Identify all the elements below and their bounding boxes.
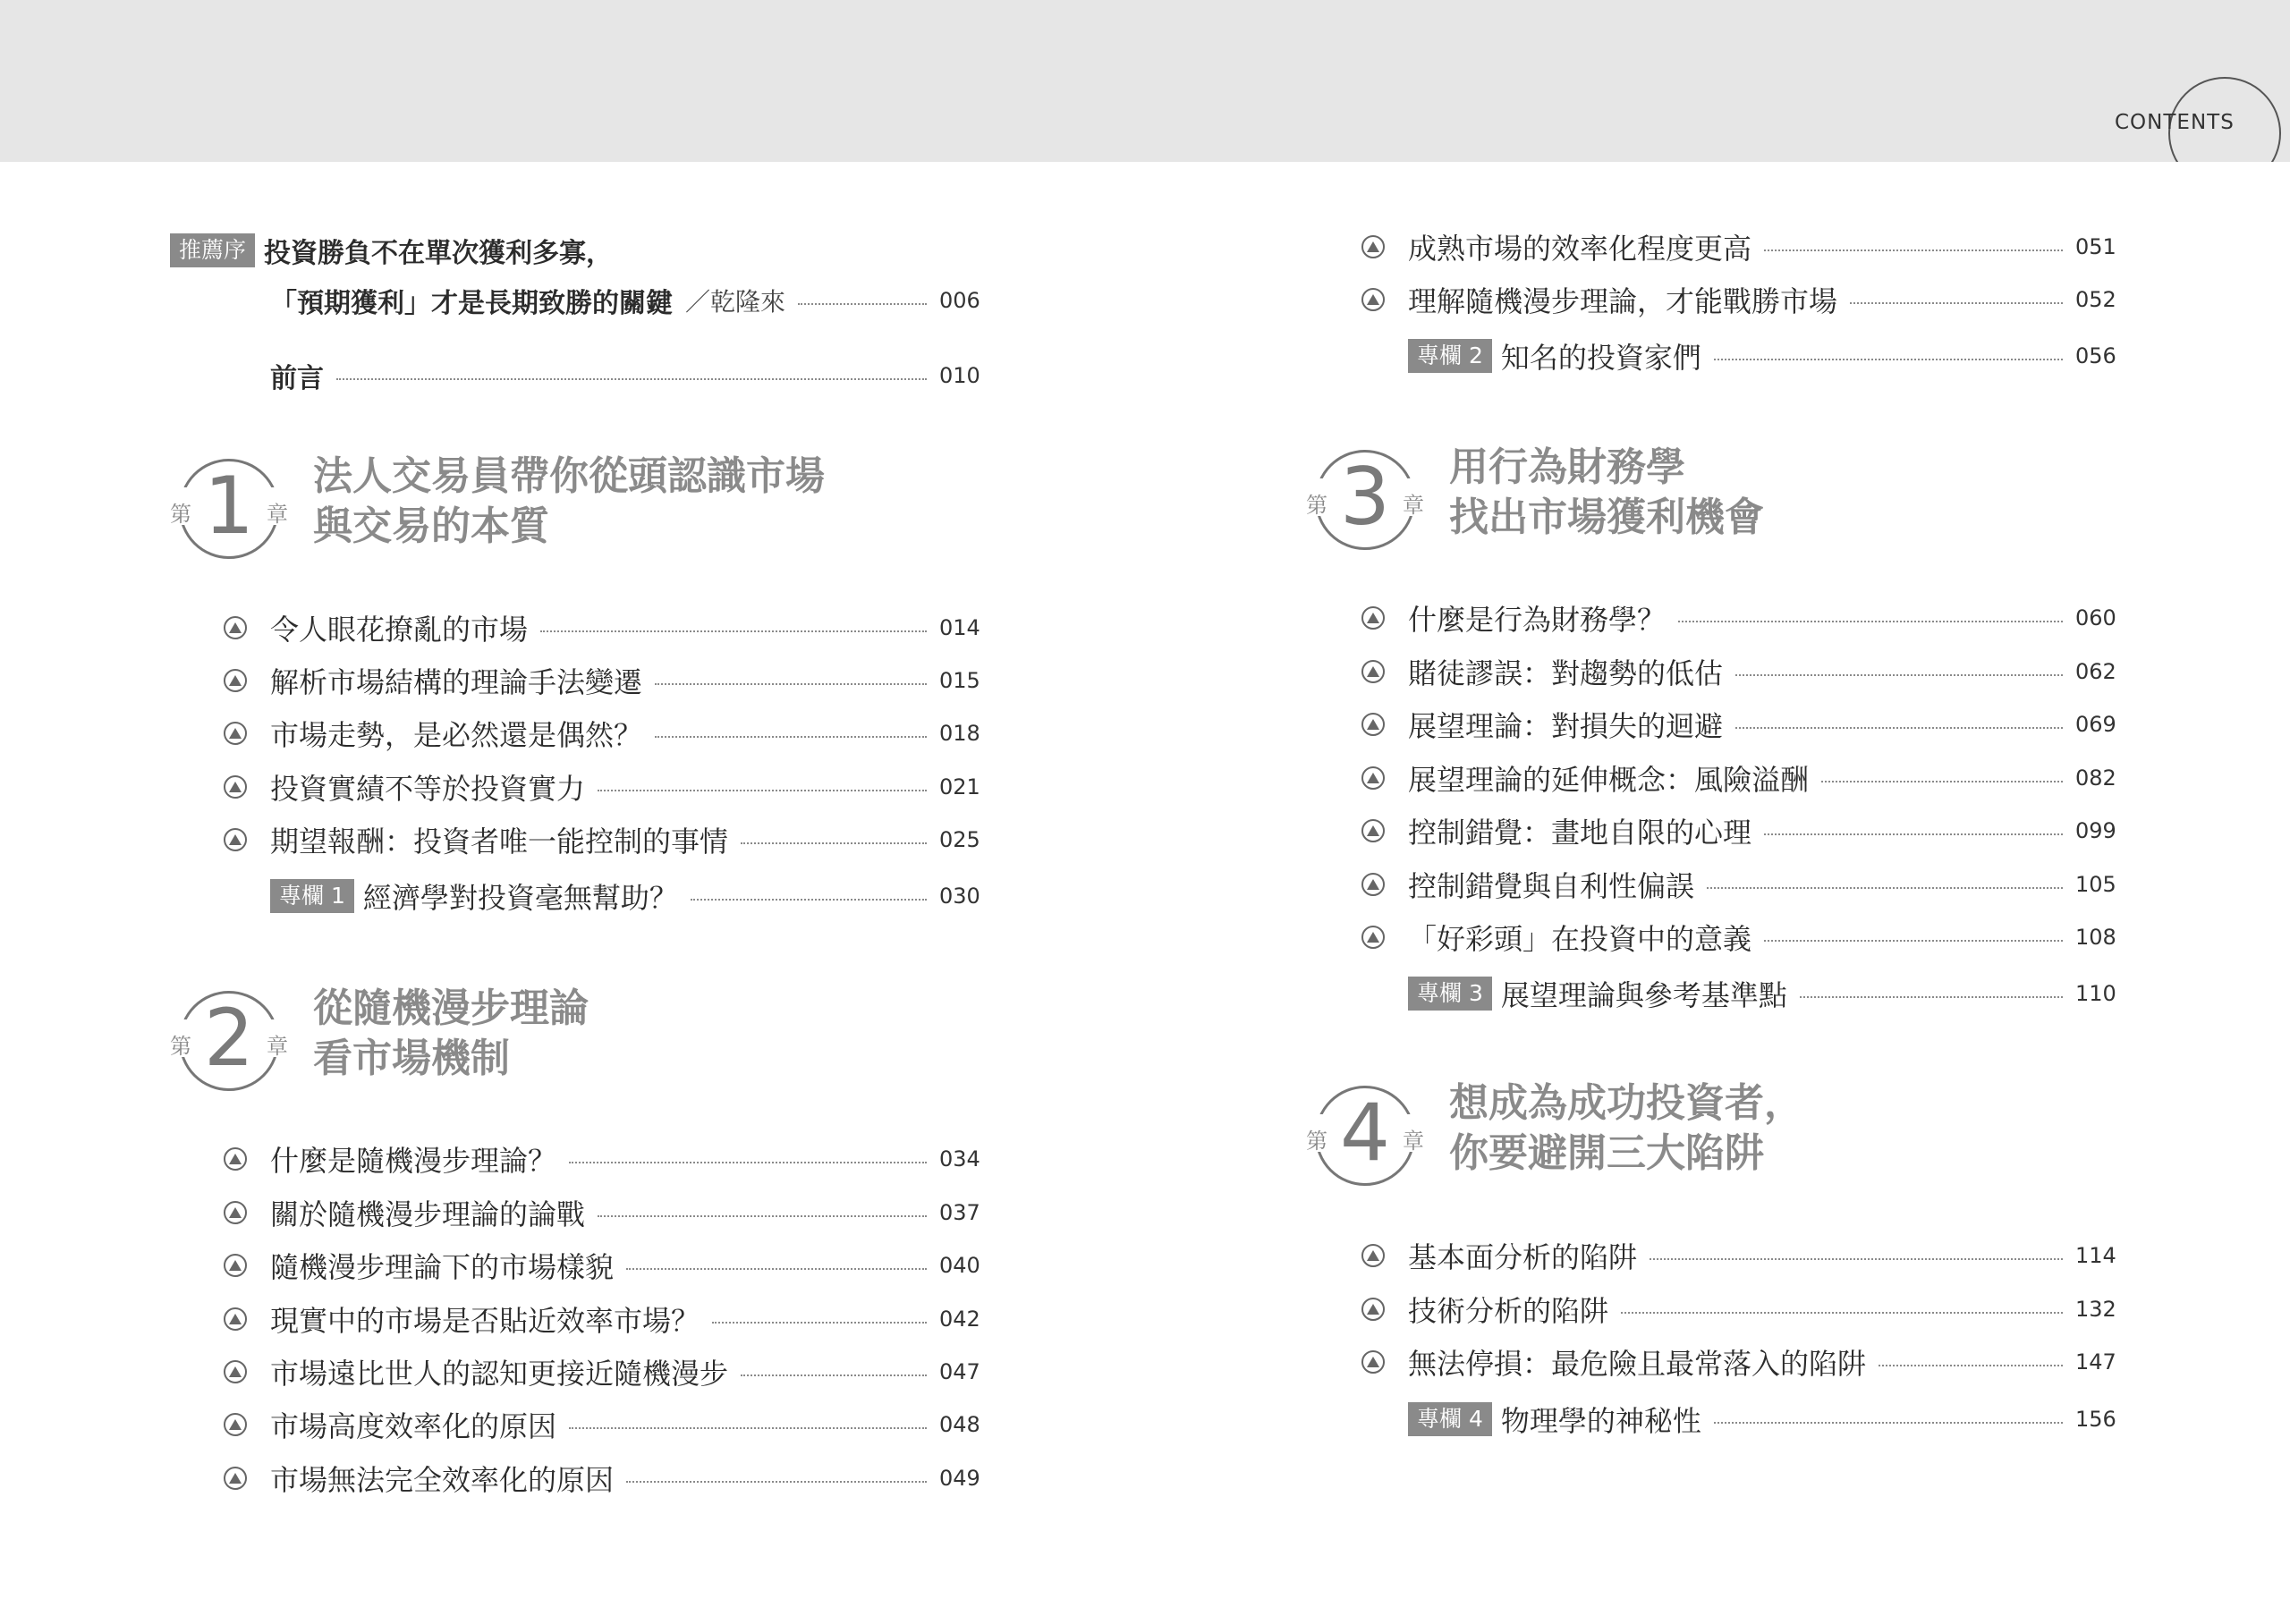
page-number: 051 — [2075, 234, 2116, 259]
toc-item[interactable] — [1408, 865, 2122, 904]
toc-item-title: 現實中的市場是否貼近效率市場？ — [270, 1304, 700, 1338]
preface-title-line2: 「預期獲利」才是長期致勝的關鍵 — [270, 288, 673, 319]
toc-item-title: 無法停損：最危險且最常落入的陷阱 — [1408, 1347, 1867, 1381]
page-number: 147 — [2075, 1349, 2116, 1374]
toc-item-title: 賭徒謬誤：對趨勢的低估 — [1408, 656, 1724, 690]
leader-dots — [1735, 674, 2063, 676]
leader-dots — [1650, 1258, 2063, 1260]
triangle-bullet-icon — [1361, 873, 1385, 896]
chapter-heading — [1306, 443, 2111, 568]
leader-dots — [1621, 1312, 2063, 1314]
chapter-heading — [1306, 1078, 2111, 1204]
triangle-bullet-icon — [224, 669, 247, 692]
chapter-title-line2: 看市場機制 — [313, 1036, 510, 1081]
chapter-heading — [170, 452, 975, 577]
page-number: 042 — [939, 1307, 980, 1332]
contents-label: CONTENTS — [2115, 111, 2235, 134]
leader-dots — [1714, 359, 2063, 360]
column-title: 經濟學對投資毫無幫助？ — [362, 881, 678, 915]
chapter-title[interactable] — [1449, 443, 1764, 543]
preface-title-line1: 投資勝負不在單次獲利多寡， — [264, 238, 614, 269]
toc-item-title: 市場走勢，是必然還是偶然？ — [270, 718, 643, 752]
chapter-number: 3 — [1340, 451, 1390, 543]
triangle-bullet-icon — [224, 1360, 247, 1383]
chapter-suffix: 章 — [267, 502, 288, 527]
toc-item-title: 市場遠比世人的認知更接近隨機漫步 — [270, 1357, 729, 1391]
toc-item-title: 解析市場結構的理論手法變遷 — [270, 665, 643, 699]
column-title: 展望理論與參考基準點 — [1500, 978, 1787, 1012]
chapter-title[interactable] — [313, 452, 825, 552]
leader-dots — [741, 842, 927, 844]
column-title: 知名的投資家們 — [1500, 341, 1701, 375]
chapter-title-line1: 用行為財務學 — [1449, 444, 1685, 490]
leader-dots — [1800, 996, 2063, 998]
page-number: 037 — [939, 1200, 980, 1225]
leader-dots — [655, 683, 927, 685]
column-entry[interactable] — [1408, 974, 2122, 1013]
leader-dots — [1714, 1422, 2063, 1424]
chapter-title-line2: 你要避開三大陷阱 — [1449, 1130, 1764, 1176]
leader-dots — [626, 1268, 927, 1270]
chapter-prefix: 第 — [170, 1034, 191, 1059]
page-number: 110 — [2075, 981, 2116, 1006]
leader-dots — [598, 790, 927, 791]
triangle-bullet-icon — [1361, 288, 1385, 311]
toc-item[interactable] — [1408, 758, 2122, 798]
triangle-bullet-icon — [224, 1307, 247, 1331]
chapter-number: 1 — [204, 460, 254, 552]
column-badge: 專欄 4 — [1408, 1402, 1492, 1436]
toc-item[interactable] — [1408, 705, 2122, 744]
leader-dots — [1764, 833, 2063, 835]
page-number: 047 — [939, 1359, 980, 1384]
chapter-suffix: 章 — [1403, 1129, 1424, 1154]
preface-entry[interactable] — [170, 231, 975, 270]
page-number: 132 — [2075, 1297, 2116, 1322]
triangle-bullet-icon — [224, 1413, 247, 1436]
foreword-title: 前言 — [270, 363, 324, 394]
column-title: 物理學的神秘性 — [1500, 1404, 1701, 1438]
toc-item-title: 成熟市場的效率化程度更高 — [1408, 232, 1752, 266]
triangle-bullet-icon — [224, 1147, 247, 1171]
triangle-bullet-icon — [1361, 926, 1385, 949]
page-number: 105 — [2075, 872, 2116, 897]
toc-item[interactable] — [1408, 598, 2122, 638]
leader-dots — [626, 1481, 927, 1483]
page-number: 069 — [2075, 712, 2116, 737]
chapter-number: 2 — [204, 992, 254, 1084]
toc-item[interactable] — [270, 820, 986, 859]
page-number: 018 — [939, 721, 980, 746]
triangle-bullet-icon — [1361, 660, 1385, 683]
page-number: 006 — [939, 288, 980, 313]
leader-dots — [798, 303, 927, 305]
page-number: 010 — [939, 363, 980, 388]
leader-dots — [1678, 621, 2063, 622]
leader-dots — [1735, 727, 2063, 729]
preface-author: ／乾隆來 — [685, 287, 786, 317]
page-number: 040 — [939, 1253, 980, 1278]
column-badge: 專欄 1 — [270, 879, 354, 913]
column-entry[interactable] — [1408, 1400, 2122, 1439]
toc-item[interactable] — [1408, 1290, 2122, 1329]
chapter-title-line2: 與交易的本質 — [313, 503, 549, 549]
toc-item-title: 展望理論：對損失的迴避 — [1408, 709, 1724, 743]
leader-dots — [712, 1322, 927, 1324]
leader-dots — [655, 736, 927, 738]
page-number: 014 — [939, 615, 980, 640]
toc-item-title: 隨機漫步理論下的市場樣貌 — [270, 1250, 615, 1284]
leader-dots — [336, 378, 927, 380]
foreword-entry[interactable] — [270, 356, 986, 395]
triangle-bullet-icon — [224, 616, 247, 639]
toc-item[interactable] — [1408, 227, 2122, 266]
toc-item-title: 基本面分析的陷阱 — [1408, 1240, 1638, 1274]
chapter-title[interactable] — [313, 984, 589, 1084]
leader-dots — [1764, 940, 2063, 942]
page-number: 021 — [939, 774, 980, 799]
toc-item[interactable] — [270, 1299, 986, 1339]
toc-item[interactable] — [270, 661, 986, 700]
triangle-bullet-icon — [224, 1467, 247, 1490]
toc-item-title: 控制錯覺與自利性偏誤 — [1408, 869, 1695, 903]
toc-item[interactable] — [270, 1459, 986, 1498]
chapter-title-line1: 想成為成功投資者， — [1449, 1080, 1803, 1126]
toc-item[interactable] — [1408, 652, 2122, 691]
triangle-bullet-icon — [1361, 766, 1385, 790]
toc-item-title: 令人眼花撩亂的市場 — [270, 613, 529, 647]
page-number: 114 — [2075, 1243, 2116, 1268]
toc-item[interactable] — [270, 1139, 986, 1179]
toc-item-title: 什麼是隨機漫步理論？ — [270, 1144, 557, 1178]
page-number: 056 — [2075, 343, 2116, 368]
toc-item[interactable] — [270, 1246, 986, 1285]
leader-dots — [1707, 887, 2063, 889]
triangle-bullet-icon — [1361, 819, 1385, 842]
leader-dots — [569, 1427, 927, 1429]
toc-item-title: 投資實績不等於投資實力 — [270, 772, 586, 806]
circle-mask — [2093, 162, 2290, 216]
page-number: 082 — [2075, 765, 2116, 791]
page-number: 062 — [2075, 659, 2116, 684]
leader-dots — [1879, 1365, 2063, 1366]
triangle-bullet-icon — [1361, 235, 1385, 258]
toc-item-title: 市場高度效率化的原因 — [270, 1409, 557, 1443]
page-number: 015 — [939, 668, 980, 693]
page-number: 049 — [939, 1466, 980, 1491]
leader-dots — [1821, 781, 2063, 782]
page-number: 108 — [2075, 925, 2116, 950]
toc-item-title: 展望理論的延伸概念：風險溢酬 — [1408, 763, 1810, 797]
toc-item[interactable] — [270, 1352, 986, 1391]
header-band — [0, 0, 2290, 162]
triangle-bullet-icon — [1361, 713, 1385, 736]
triangle-bullet-icon — [224, 1254, 247, 1277]
page-number: 060 — [2075, 605, 2116, 630]
page-number: 048 — [939, 1412, 980, 1437]
triangle-bullet-icon — [224, 1201, 247, 1224]
leader-dots — [691, 899, 927, 901]
leader-dots — [741, 1374, 927, 1376]
preface-entry-line2[interactable] — [270, 281, 986, 320]
leader-dots — [540, 630, 927, 632]
triangle-bullet-icon — [224, 828, 247, 851]
chapter-number: 4 — [1340, 1087, 1390, 1179]
page-number: 156 — [2075, 1407, 2116, 1432]
leader-dots — [1850, 302, 2063, 304]
leader-dots — [569, 1162, 927, 1163]
toc-item-title: 技術分析的陷阱 — [1408, 1294, 1609, 1328]
chapter-prefix: 第 — [1306, 1129, 1327, 1154]
toc-item[interactable] — [1408, 1236, 2122, 1275]
page-number: 034 — [939, 1146, 980, 1171]
toc-item-title: 什麼是行為財務學？ — [1408, 603, 1667, 637]
chapter-title-line1: 從隨機漫步理論 — [313, 985, 589, 1031]
leader-dots — [598, 1215, 927, 1217]
toc-item[interactable] — [270, 714, 986, 753]
toc-item[interactable] — [1408, 918, 2122, 957]
toc-item-title: 期望報酬：投資者唯一能控制的事情 — [270, 825, 729, 859]
toc-item[interactable] — [270, 1405, 986, 1444]
triangle-bullet-icon — [1361, 1350, 1385, 1374]
chapter-suffix: 章 — [1403, 493, 1424, 518]
toc-item[interactable] — [1408, 811, 2122, 850]
triangle-bullet-icon — [224, 775, 247, 799]
toc-item[interactable] — [1408, 1342, 2122, 1382]
triangle-bullet-icon — [1361, 606, 1385, 630]
chapter-suffix: 章 — [267, 1034, 288, 1059]
chapter-title[interactable] — [1449, 1078, 1803, 1179]
chapter-prefix: 第 — [1306, 493, 1327, 518]
toc-item[interactable] — [270, 1193, 986, 1232]
triangle-bullet-icon — [224, 722, 247, 745]
toc-item[interactable] — [1408, 280, 2122, 319]
chapter-title-line2: 找出市場獲利機會 — [1449, 495, 1764, 540]
chapter-heading — [170, 984, 975, 1109]
toc-item-title: 市場無法完全效率化的原因 — [270, 1463, 615, 1497]
column-entry[interactable] — [1408, 336, 2122, 376]
column-badge: 專欄 3 — [1408, 977, 1492, 1011]
chapter-prefix: 第 — [170, 502, 191, 527]
page-number: 052 — [2075, 287, 2116, 312]
triangle-bullet-icon — [1361, 1244, 1385, 1267]
triangle-bullet-icon — [1361, 1298, 1385, 1321]
column-badge: 專欄 2 — [1408, 339, 1492, 373]
toc-item[interactable] — [270, 608, 986, 647]
chapter-title-line1: 法人交易員帶你從頭認識市場 — [313, 453, 825, 499]
column-entry[interactable] — [270, 876, 986, 916]
toc-item-title: 理解隨機漫步理論，才能戰勝市場 — [1408, 284, 1838, 318]
page-number: 030 — [939, 884, 980, 909]
toc-item-title: 控制錯覺：畫地自限的心理 — [1408, 816, 1752, 850]
leader-dots — [1764, 250, 2063, 251]
preface-badge: 推薦序 — [170, 233, 255, 267]
toc-item-title: 「好彩頭」在投資中的意義 — [1408, 922, 1752, 956]
page-number: 025 — [939, 827, 980, 852]
toc-item-title: 關於隨機漫步理論的論戰 — [270, 1197, 586, 1231]
toc-item[interactable] — [270, 767, 986, 807]
page-number: 099 — [2075, 818, 2116, 843]
